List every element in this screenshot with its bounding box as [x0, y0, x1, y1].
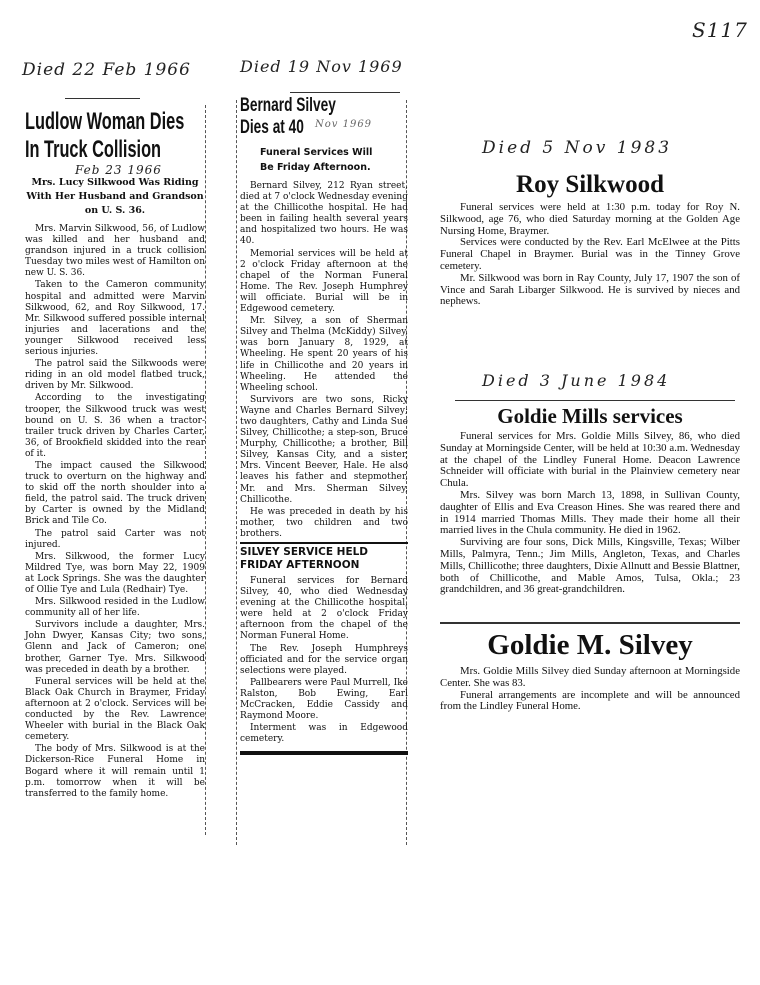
handwritten-death-date-goldie: Died 3 June 1984 [482, 371, 671, 390]
paragraph: Survivors include a daughter, Mrs. John Dwyer, Kansas City; two sons, Glenn and Jack of Cameron; one brother, Garner Tye. Mrs. Silkwood was preceded in death by a brother. [25, 620, 205, 675]
article-body [240, 181, 408, 540]
paragraph: According to the investigating trooper, the Silkwood truck was west bound on U. S. 36 when a tractor-trailer truck driven by Charles Carter, 36, of Brookfield skidded into the rear of it. [25, 393, 205, 459]
column-divider [236, 100, 237, 845]
paragraph: Funeral services were held at 1:30 p.m. today for Roy N. Silkwood, age 76, who died Saturday morning at the Golden Age Nursing Home, Braymer. [440, 201, 740, 237]
handwritten-death-date-ludlow: Died 22 Feb 1966 [22, 60, 191, 80]
headline-line: In Truck Collision [25, 136, 162, 163]
paragraph: Mrs. Silkwood, the former Lucy Mildred Tye, was born May 22, 1909 at Lock Springs. She was the daughter of Ollie Tye and Lula (Redhair) Tye. [25, 551, 205, 595]
paragraph: Funeral services for Mrs. Goldie Mills Silvey, 86, who died Sunday at Morningside Center, will be held at 10:30 a.m. Wednesday at the chapel of the Lindley Funeral Home. Deacon Lawrence Schneider will officiate with burial in the Plainview cemetery near Chula. [440, 430, 740, 490]
handwritten-death-date-bernard: Died 19 Nov 1969 [240, 57, 403, 76]
paragraph: Mrs. Silvey was born March 13, 1898, in Sullivan County, daughter of Ellis and Eva Creason Hines. She was reared there and in 1914 married Thomas Mills. They made their home all their married lives in the Chula community. He died in 1962. [440, 488, 740, 537]
headline-line: Dies at 40 [240, 117, 304, 138]
paragraph: Mrs. Goldie Mills Silvey died Sunday afternoon at Morningside Center. She was 83. [440, 665, 740, 689]
headline-line: Bernard Silvey [240, 95, 336, 116]
headline: Goldie Mills services [497, 404, 683, 428]
paragraph: Funeral services will be held at the Black Oak Church in Braymer, Friday afternoon at 2 o'clock. Services will be conducted by the Rev. Lawrence Wheeler with burial in the Black Oak cemetery. [25, 676, 205, 743]
paragraph: The patrol said Carter was not injured. [25, 528, 205, 550]
article-silvey-service [240, 542, 408, 745]
divider [455, 400, 735, 401]
paragraph: Surviving are four sons, Dick Mills, Kingsville, Texas; Wilber Mills, Palmyra, Tenn.; Jim Mills, Angleton, Texas, and Charles Mills, Chillicothe; three daughters, Dixie Allnutt and Bessie Blattner, both of Chillicothe, and Mable Amos, Tulsa, Okla.; 23 grandchildren, and 36 great-grandchildren. [440, 536, 740, 596]
paragraph: Memorial services will be held at 2 o'clock Friday afternoon at the chapel of the Norman Funeral Home. The Rev. Joseph Humphrey will officiate. Burial will be in Edgewood cemetery. [240, 248, 408, 315]
article-bernard-silvey [240, 95, 408, 755]
article-goldie-m-silvey [440, 628, 740, 713]
paragraph: The Rev. Joseph Humphreys officiated and for the service organ selections were played. [240, 643, 408, 676]
paragraph: Bernard Silvey, 212 Ryan street, died at 7 o'clock Wednesday evening at the Chillicothe hospital. He had been in failing health several years and hospitalized two hours. He was 40. [240, 181, 408, 247]
divider [65, 98, 140, 99]
article-roy-silkwood [440, 170, 740, 308]
paragraph: Mrs. Marvin Silkwood, 56, of Ludlow was killed and her husband and grandson injured in a truck collision Tuesday two miles west of Hamilton on new U. S. 36. [25, 224, 205, 279]
paragraph: Interment was in Edgewood cemetery. [240, 723, 408, 745]
paragraph: The body of Mrs. Silkwood is at the Dickerson-Rice Funeral Home in Bogard where it will remain until 1 p.m. tomorrow when it will be transferred to the family home. [25, 744, 205, 799]
subheadline-line: Funeral Services Will [260, 147, 373, 158]
headline-line: Ludlow Woman Dies [25, 108, 185, 135]
divider [440, 622, 740, 624]
article-body [440, 666, 740, 713]
divider [290, 92, 400, 93]
headline-line: SILVEY SERVICE HELD [240, 546, 369, 558]
subheadline: Mrs. Lucy Silkwood Was Riding With Her Husband and Grandson on U. S. 36. [26, 177, 204, 216]
paragraph: Mr. Silkwood was born in Ray County, July 17, 1907 the son of Vince and Sarah Libarger Silkwood. He is survived by nieces and nephews. [440, 271, 740, 308]
paragraph: Mr. Silvey, a son of Sherman Silvey and Thelma (McKiddy) Silvey, was born January 8, 1929, at Wheeling. He spent 20 years of his life in Chillicothe and 20 years in Wheeling. He attended the Wheeling school. [240, 316, 408, 393]
headline: Roy Silkwood [516, 171, 664, 198]
article-goldie-mills-services [440, 403, 740, 596]
paragraph: Mrs. Silkwood resided in the Ludlow community all of her life. [25, 597, 205, 619]
headline-line: FRIDAY AFTERNOON [240, 559, 360, 571]
paragraph: Survivors are two sons, Ricky Wayne and Charles Bernard Silvey; two daughters, Cathy and Linda Sue Silvey, Chillicothe; a step-son, Bruce Murphy, Chillicothe; a brother, Bill Silvey, Kansas City, and a sister, Mrs. Vincent Beever, Hale. He also leaves his father and stepmother, Mr. and Mrs. Sherman Silvey, Chillicothe. [240, 394, 408, 505]
paragraph: The impact caused the Silkwood truck to overturn on the highway and to skid off the north shoulder into a field, the patrol said. The truck driven by Carter is owned by the Midland Brick and Tile Co. [25, 460, 205, 527]
article-body [25, 224, 205, 800]
headline: Goldie M. Silvey [487, 629, 693, 661]
article-body [440, 202, 740, 308]
paragraph: Taken to the Cameron community hospital and admitted were Marvin Silkwood, 62, and Roy Silkwood, 17. Mr. Silkwood suffered possible internal injuries and lacerations and the younger Silkwood received less serious injuries. [25, 280, 205, 358]
page-reference: S117 [692, 18, 748, 42]
paragraph: Services were conducted by the Rev. Earl McElwee at the Pitts Funeral Chapel in Braymer. Burial was in the Tinney Grove cemetery. [440, 236, 740, 272]
column-divider [205, 105, 206, 835]
handwritten-date: Nov 1969 [315, 119, 373, 130]
paragraph: Pallbearers were Paul Murrell, Ike Ralston, Bob Ewing, Earl McCracken, Eddie Cassidy and Raymond Moore. [240, 677, 408, 722]
paragraph: He was preceded in death by his mother, two children and two brothers. [240, 506, 408, 539]
paragraph: Funeral services for Bernard Silvey, 40, who died Wednesday evening at the Chillicothe hospital, were held at 2 o'clock Friday afternoon from the chapel of the Norman Funeral Home. [240, 576, 408, 642]
article-ludlow [25, 100, 205, 801]
divider [240, 751, 408, 755]
subheadline [260, 145, 408, 175]
paragraph: Funeral arrangements are incomplete and will be announced from the Lindley Funeral Home. [440, 688, 740, 713]
paragraph: The patrol said the Silkwoods were riding in an old model flatbed truck, driven by Mr. Silkwood. [25, 359, 205, 392]
subheadline-line: Be Friday Afternoon. [260, 162, 371, 173]
handwritten-death-date-roy: Died 5 Nov 1983 [482, 138, 673, 158]
article-body [240, 576, 408, 745]
handwritten-date: Feb 23 1966 [75, 163, 162, 177]
article-body [440, 431, 740, 596]
